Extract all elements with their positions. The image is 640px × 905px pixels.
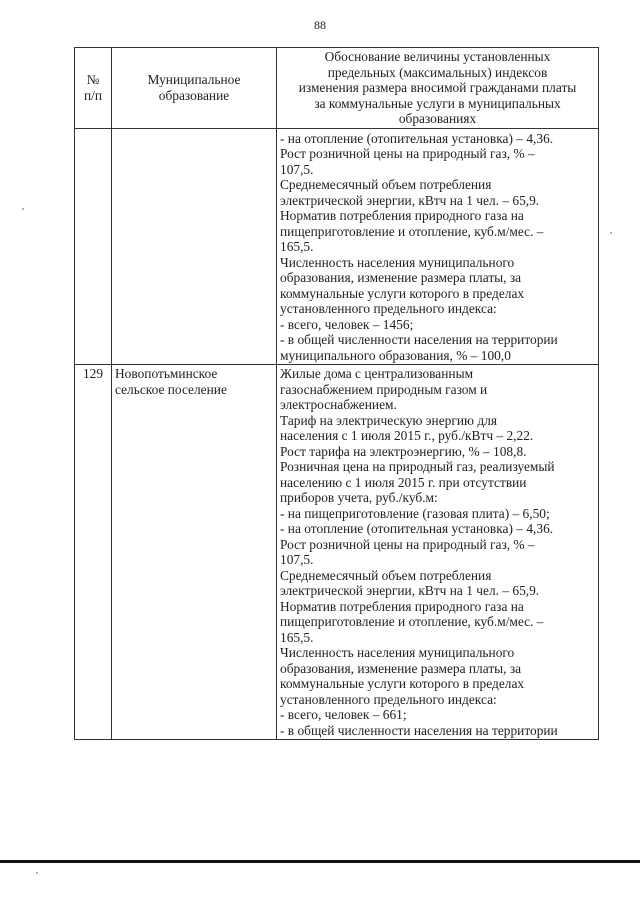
justification-line: населению с 1 июля 2015 г. при отсутствии (280, 474, 527, 490)
justification-line: - всего, человек – 1456; (280, 316, 414, 332)
header-line: Обоснование величины установленных (324, 49, 551, 64)
justification-line: Рост тарифа на электроэнергию, % – 108,8. (280, 443, 527, 459)
header-line: образование (158, 87, 230, 103)
scan-speck (22, 208, 24, 210)
justification-line: электроснабжением. (280, 397, 397, 412)
justification-line: Среднемесячный объем потребления (280, 177, 492, 192)
justification-line: - на отопление (отопительная установка) – 4,36. (280, 521, 554, 536)
municipality-cell (112, 365, 277, 740)
tariff-justification-table (74, 47, 599, 740)
justification-line: Численность населения муниципального (280, 254, 515, 270)
page-number: 88 (314, 18, 326, 32)
bottom-rule (0, 860, 640, 863)
row-number-cell (75, 128, 112, 365)
header-line: № (86, 72, 100, 88)
justification-line: Норматив потребления природного газа на (280, 208, 524, 223)
header-line: изменения размера вносимой гражданами платы (298, 80, 577, 95)
justification-line: Рост розничной цены на природный газ, % – (280, 146, 535, 161)
justification-line: образования, изменение размера платы, за (280, 270, 522, 285)
justification-line: газоснабжением природным газом и (280, 381, 488, 397)
justification-cell (277, 128, 599, 365)
justification-line: Норматив потребления природного газа на (280, 598, 524, 614)
justification-line: 165,5. (280, 629, 314, 645)
table-header (75, 48, 599, 129)
header-line: предельных (максимальных) индексов (327, 64, 548, 80)
justification-line: установленного предельного индекса: (280, 301, 497, 316)
justification-line: муниципального образования, % – 100,0 (280, 347, 511, 363)
header-municipality-column (112, 48, 277, 129)
header-line: п/п (83, 87, 103, 103)
justification-line: - всего, человек – 661; (280, 707, 407, 722)
table-row (75, 128, 599, 365)
header-line: за коммунальные услуги в муниципальных (314, 95, 561, 111)
justification-line: электрической энергии, кВтч на 1 чел. – 65,9. (280, 192, 540, 208)
justification-cell (277, 365, 599, 740)
justification-line: - на отопление (отопительная установка) – 4,36. (280, 130, 554, 146)
justification-line: коммунальные услуги которого в пределах (280, 676, 525, 691)
justification-line: Среднемесячный объем потребления (280, 567, 492, 583)
justification-line: коммунальные услуги которого в пределах (280, 285, 525, 301)
scan-speck (610, 232, 612, 234)
justification-line: Розничная цена на природный газ, реализуемый (280, 459, 555, 474)
municipality-line: Новопотьминское (115, 366, 218, 381)
justification-line: 107,5. (280, 161, 314, 177)
row-number-cell: 129 (75, 365, 112, 740)
justification-line: приборов учета, руб./куб.м: (280, 490, 438, 505)
justification-line: 107,5. (280, 552, 314, 567)
header-justification-column (277, 48, 599, 129)
scan-speck (36, 872, 38, 874)
table-body (75, 128, 599, 740)
justification-line: Тариф на электрическую энергию для (280, 412, 498, 428)
justification-line: образования, изменение размера платы, за (280, 660, 522, 676)
header-line: Муниципальное (147, 72, 241, 88)
justification-line: 165,5. (280, 239, 314, 254)
header-line: образованиях (398, 111, 477, 126)
justification-line: - в общей численности населения на территории (280, 332, 558, 347)
municipality-line: сельское поселение (115, 381, 227, 397)
justification-line: Жилые дома с централизованным (280, 366, 474, 381)
header-number-column (75, 48, 112, 129)
justification-line: пищеприготовление и отопление, куб.м/мес. – (280, 223, 544, 239)
justification-line: электрической энергии, кВтч на 1 чел. – 65,9. (280, 583, 540, 598)
justification-line: Рост розничной цены на природный газ, % – (280, 536, 535, 552)
justification-line: установленного предельного индекса: (280, 691, 497, 707)
justification-line: населения с 1 июля 2015 г., руб./кВтч – 2,22. (280, 428, 534, 443)
justification-line: Численность населения муниципального (280, 645, 515, 660)
table-row (75, 365, 599, 740)
justification-line: пищеприготовление и отопление, куб.м/мес. – (280, 614, 544, 629)
justification-line: - в общей численности населения на территории (280, 722, 558, 738)
justification-line: - на пищеприготовление (газовая плита) – 6,50; (280, 505, 550, 521)
municipality-cell (112, 128, 277, 365)
